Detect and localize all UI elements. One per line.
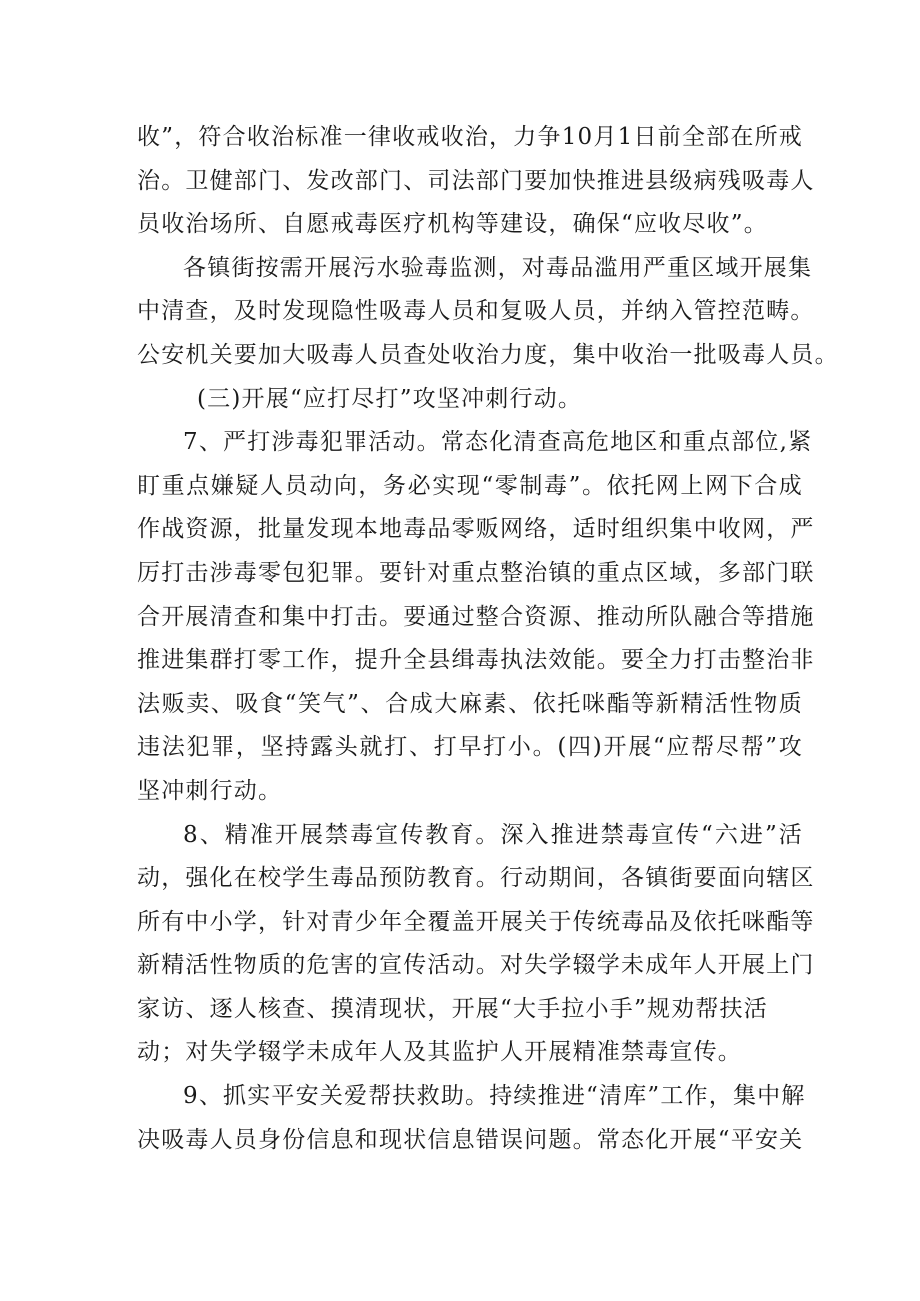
text-line: 公安机关要加大吸毒人员查处收治力度，集中收治一批吸毒人员。 [137, 341, 839, 368]
text-line: 厉打击涉毒零包犯罪。要针对重点整治镇的重点区域，多部门联 [137, 559, 815, 586]
text-line: 治。卫健部门、发改部门、司法部门要加快推进县级病残吸毒人 [137, 167, 815, 194]
document-body [137, 116, 839, 1162]
paragraph-start-line: 8、精准开展禁毒宣传教育。深入推进禁毒宣传“六进”活 [183, 821, 803, 848]
section-heading: (三)开展“应打尽打”攻坚冲刺行动。 [197, 385, 583, 412]
paragraph-start-line: 7、严打涉毒犯罪活动。常态化清查高危地区和重点部位,紧 [183, 429, 813, 456]
text-line: 新精活性物质的危害的宣传活动。对失学辍学未成年人开展上门 [137, 952, 815, 979]
text-line: 法贩卖、吸食“笑气”、合成大麻素、依托咪酯等新精活性物质 [137, 690, 803, 717]
text-line: 动，强化在校学生毒品预防教育。行动期间，各镇街要面向辖区 [137, 865, 815, 892]
text-line: 坚冲刺行动。 [137, 777, 283, 804]
paragraph-start-line: 9、抓实平安关爱帮扶救助。持续推进“清库”工作，集中解 [183, 1083, 806, 1110]
text-line: 所有中小学，针对青少年全覆盖开展关于传统毒品及依托咪酯等 [137, 908, 815, 935]
text-line: 收”，符合收治标准一律收戒收治，力争10月1日前全部在所戒 [137, 124, 803, 150]
text-line: 动；对失学辍学未成年人及其监护人开展精准禁毒宣传。 [137, 1039, 742, 1066]
text-line: 作战资源，批量发现本地毒品零贩网络，适时组织集中收网，严 [137, 516, 815, 543]
text-line: 中清查，及时发现隐性吸毒人员和复吸人员，并纳入管控范畴。 [137, 298, 815, 325]
paragraph-start-line: 各镇街按需开展污水验毒监测，对毒品滥用严重区域开展集 [183, 254, 813, 281]
text-line: 盯重点嫌疑人员动向，务必实现“零制毒”。依托网上网下合成 [137, 472, 803, 499]
text-line: 违法犯罪，坚持露头就打、打早打小。(四)开展“应帮尽帮”攻 [137, 734, 803, 761]
text-line: 合开展清查和集中打击。要通过整合资源、推动所队融合等措施 [137, 603, 815, 630]
text-line: 员收治场所、自愿戒毒医疗机构等建设，确保“应收尽收”。 [137, 211, 768, 238]
text-line: 家访、逐人核查、摸清现状，开展“大手拉小手”规劝帮扶活 [137, 995, 768, 1022]
text-line: 推进集群打零工作，提升全县缉毒执法效能。要全力打击整治非 [137, 647, 815, 674]
text-line: 决吸毒人员身份信息和现状信息错误问题。常态化开展“平安关 [137, 1126, 804, 1153]
